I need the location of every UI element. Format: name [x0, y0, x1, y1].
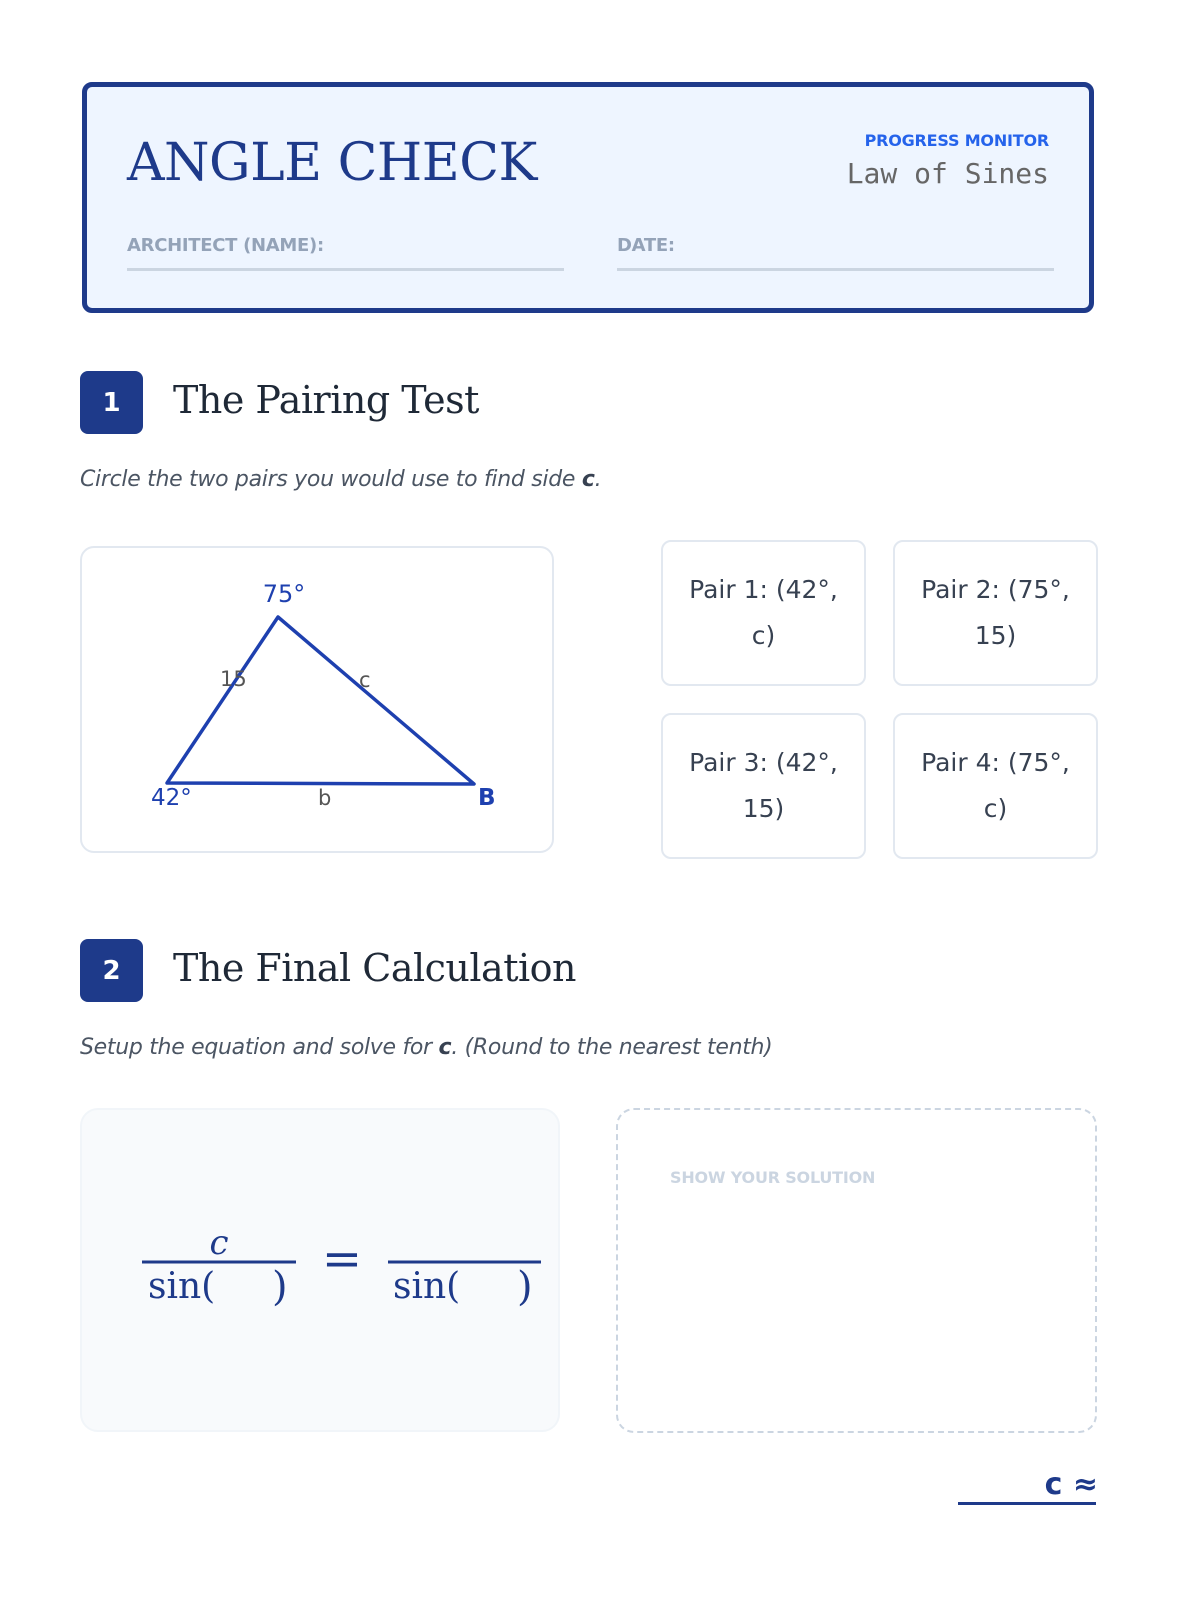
- side-bottom-label: b: [318, 786, 332, 810]
- section-2-instruction-text: Setup the equation and solve for: [80, 1035, 439, 1060]
- triangle-diagram: [80, 546, 554, 853]
- section-2-instruction-end: . (Round to the nearest tenth): [451, 1035, 773, 1060]
- pair-option-2[interactable]: Pair 2: (75°, 15): [893, 540, 1098, 686]
- sin-right-open: sin(: [393, 1266, 461, 1307]
- section-2-title: The Final Calculation: [173, 946, 576, 990]
- triangle-svg: [82, 548, 556, 855]
- section-2-instruction: [80, 1035, 772, 1060]
- side-right-label: c: [359, 668, 371, 692]
- sin-right-close: ): [517, 1264, 533, 1310]
- angle-left-label: 42°: [151, 785, 192, 811]
- section-1-instruction-var: c: [581, 467, 595, 492]
- worksheet-title: ANGLE CHECK: [127, 133, 537, 193]
- solution-label: SHOW YOUR SOLUTION: [670, 1168, 876, 1187]
- side-left-label: 15: [220, 667, 247, 691]
- equation-box: [80, 1108, 560, 1432]
- pair-option-4[interactable]: Pair 4: (75°, c): [893, 713, 1098, 859]
- sin-left-open: sin(: [148, 1266, 216, 1307]
- sin-left-close: ): [272, 1264, 288, 1310]
- equation-numerator-c: c: [209, 1223, 229, 1263]
- section-1-title: The Pairing Test: [173, 378, 479, 422]
- name-field-label: ARCHITECT (NAME):: [127, 235, 324, 256]
- equals-sign: =: [321, 1231, 363, 1287]
- date-field-label: DATE:: [617, 235, 675, 256]
- section-1-instruction-text: Circle the two pairs you would use to find side: [80, 467, 582, 492]
- topic-label: Law of Sines: [846, 157, 1049, 190]
- pair-option-1[interactable]: Pair 1: (42°, c): [661, 540, 866, 686]
- equation-svg: [82, 1110, 562, 1434]
- triangle-shape: [167, 617, 474, 784]
- section-1-number: 1: [80, 371, 143, 434]
- section-2-number: 2: [80, 939, 143, 1002]
- vertex-b-label: B: [478, 785, 496, 811]
- section-1-instruction-end: .: [594, 467, 602, 492]
- pair-option-3[interactable]: Pair 3: (42°, 15): [661, 713, 866, 859]
- answer-blank[interactable]: [958, 1502, 1096, 1505]
- section-1-instruction: [80, 467, 601, 492]
- section-2-instruction-var: c: [438, 1035, 452, 1060]
- answer-label: c ≈: [1044, 1467, 1098, 1502]
- name-field[interactable]: [127, 235, 564, 271]
- angle-top-label: 75°: [262, 580, 306, 608]
- progress-monitor-label: PROGRESS MONITOR: [864, 131, 1049, 150]
- solution-area[interactable]: [616, 1108, 1097, 1433]
- worksheet-header: [82, 82, 1094, 313]
- date-field[interactable]: [617, 235, 1054, 271]
